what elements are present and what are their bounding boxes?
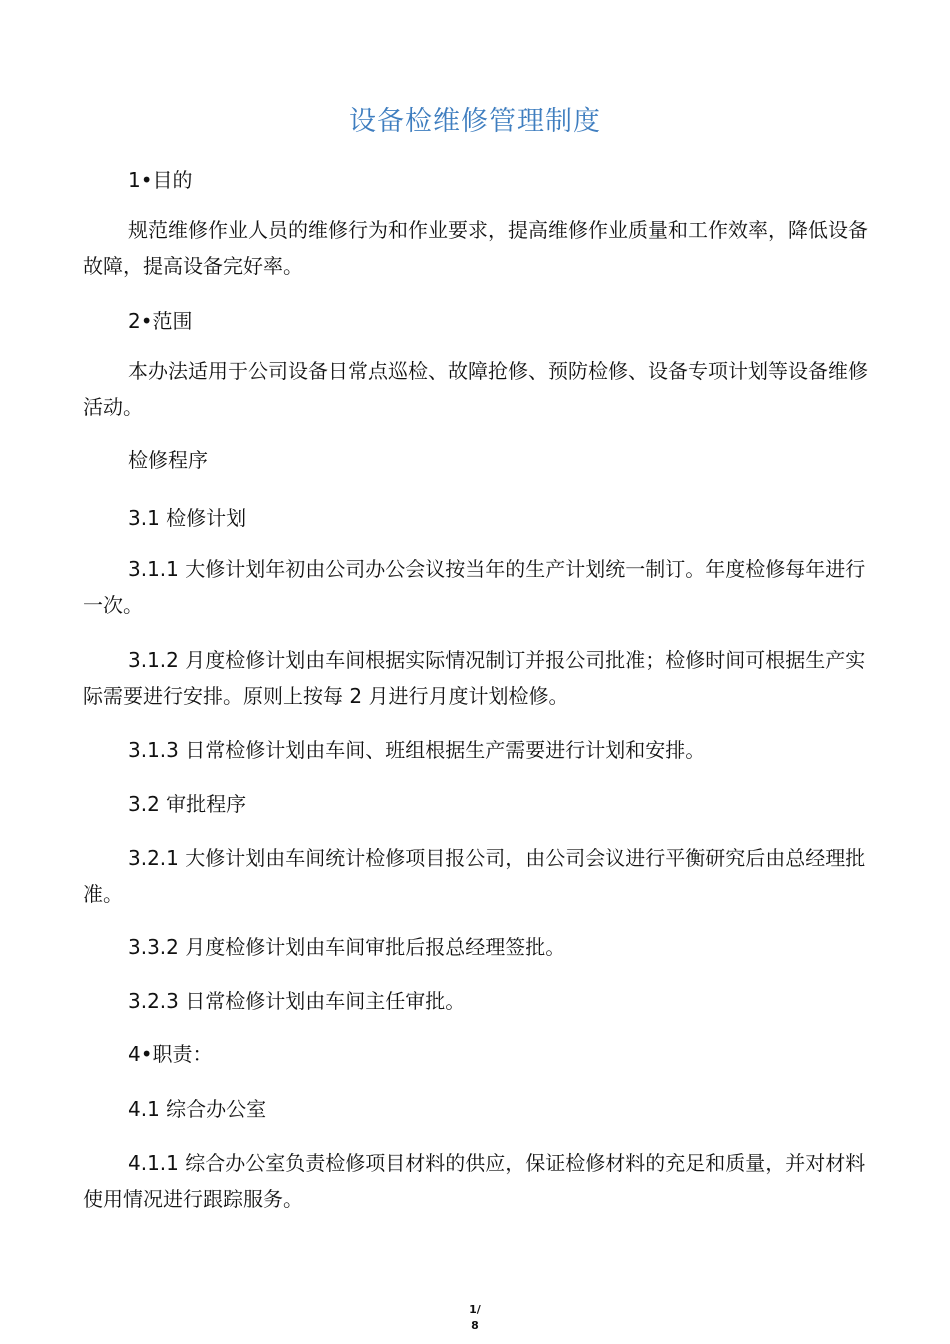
page-number-total: 8	[471, 1319, 479, 1332]
document-title: 设备检维修管理制度	[349, 106, 601, 137]
paragraph-3-1-2: 3.1.2 月度检修计划由车间根据实际情况制订并报公司批准；检修时间可根据生产实际需要进行安排。原则上按每 2 月进行月度计划检修。	[83, 648, 866, 708]
section-heading-purpose: 1•目的	[128, 168, 193, 192]
page-number	[0, 1302, 950, 1334]
paragraph-3-2-3: 3.2.3 日常检修计划由车间主任审批。	[128, 989, 466, 1013]
section-heading-scope: 2•范围	[128, 309, 193, 333]
paragraph-scope: 本办法适用于公司设备日常点巡检、故障抢修、预防检修、设备专项计划等设备维修活动。	[83, 359, 868, 419]
subsection-heading-approval: 3.2 审批程序	[128, 792, 247, 816]
paragraph-3-1-1: 3.1.1 大修计划年初由公司办公会议按当年的生产计划统一制订。年度检修每年进行一次。	[83, 557, 866, 617]
paragraph-purpose: 规范维修作业人员的维修行为和作业要求，提高维修作业质量和工作效率，降低设备故障，提高设备完好率。	[83, 218, 868, 278]
section-heading-duties: 4•职责：	[128, 1042, 213, 1066]
section-heading-procedure: 检修程序	[128, 448, 208, 472]
paragraph-3-2-1: 3.2.1 大修计划由车间统计检修项目报公司，由公司会议进行平衡研究后由总经理批准。	[83, 846, 866, 906]
paragraph-4-1-1: 4.1.1 综合办公室负责检修项目材料的供应，保证检修材料的充足和质量，并对材料使用情况进行跟踪服务。	[83, 1151, 866, 1211]
subsection-heading-plan: 3.1 检修计划	[128, 506, 247, 530]
subsection-heading-office: 4.1 综合办公室	[128, 1097, 267, 1121]
paragraph-3-3-2: 3.3.2 月度检修计划由车间审批后报总经理签批。	[128, 935, 566, 959]
paragraph-3-1-3: 3.1.3 日常检修计划由车间、班组根据生产需要进行计划和安排。	[128, 738, 706, 762]
page-number-current: 1/	[469, 1303, 481, 1316]
